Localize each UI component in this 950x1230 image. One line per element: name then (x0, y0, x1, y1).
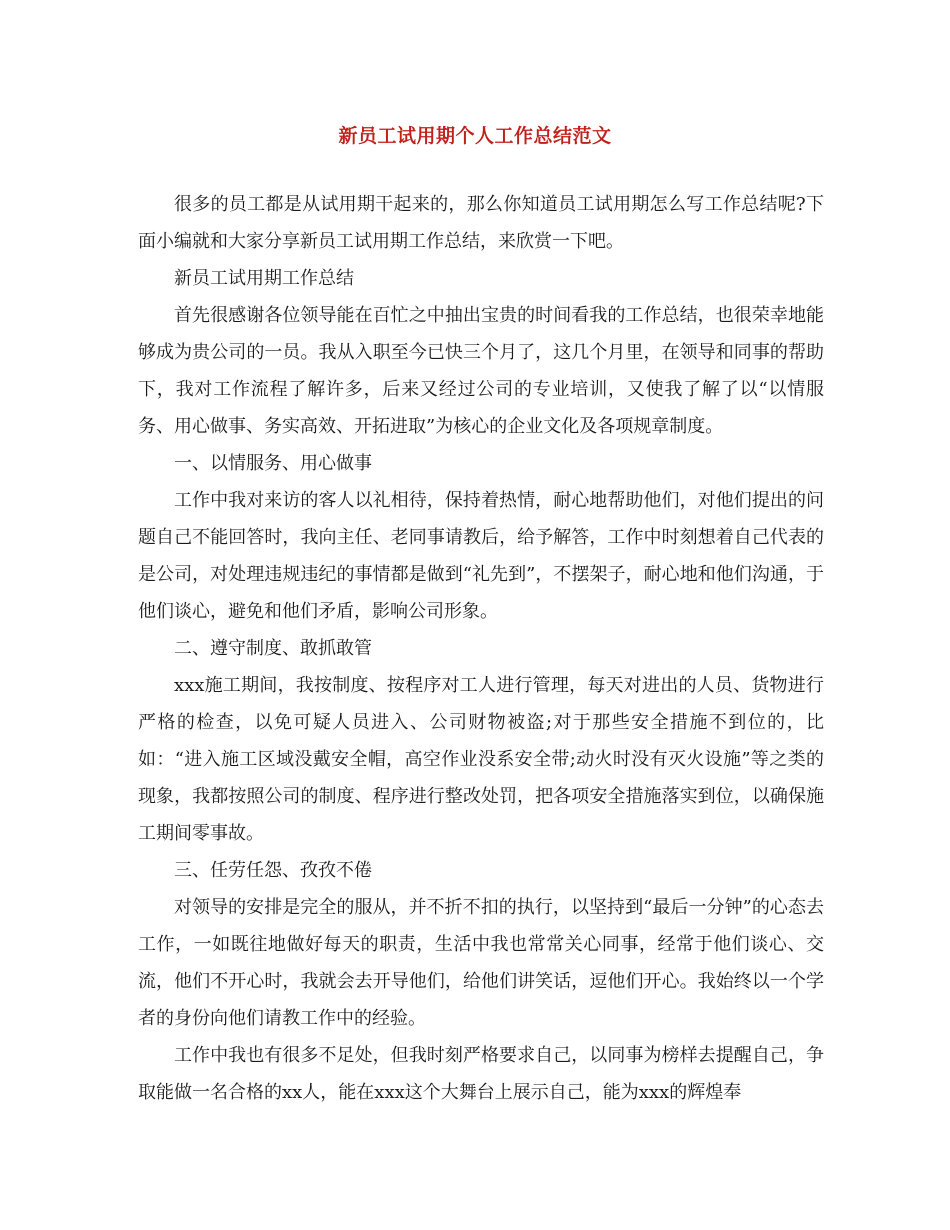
section-heading: 新员工试用期工作总结 (174, 268, 354, 289)
document-body (138, 186, 824, 1111)
body-paragraph: xxx施工期间，我按制度、按程序对工人进行管理，每天对进出的人员、货物进行严格的检查，以免可疑人员进入、公司财物被盗;对于那些安全措施不到位的，比如：“进入施工区域没戴安全帽，高空作业没系安全带;动火时没有灭火设施”等之类的现象，我都按照公司的制度、程序进行整改处罚，把各项安全措施落实到位，以确保施工期间零事故。 (138, 675, 824, 844)
section-heading: 三、任劳任怨、孜孜不倦 (174, 860, 372, 881)
body-paragraph: 工作中我也有很多不足处，但我时刻严格要求自己，以同事为榜样去提醒自己，争取能做一名合格的xx人，能在xxx这个大舞台上展示自己，能为xxx的辉煌奉 (138, 1045, 824, 1103)
body-paragraph: 工作中我对来访的客人以礼相待，保持着热情，耐心地帮助他们，对他们提出的问题自己不能回答时，我向主任、老同事请教后，给予解答，工作中时刻想着自己代表的是公司，对处理违规违纪的事情都是做到“礼先到”，不摆架子，耐心地和他们沟通，于他们谈心，避免和他们矛盾，影响公司形象。 (138, 490, 824, 622)
section-heading: 二、遵守制度、敢抓敢管 (174, 638, 372, 659)
document-title: 新员工试用期个人工作总结范文 (338, 125, 612, 147)
body-paragraph: 首先很感谢各位领导能在百忙之中抽出宝贵的时间看我的工作总结，也很荣幸地能够成为贵公司的一员。我从入职至今已快三个月了，这几个月里，在领导和同事的帮助下，我对工作流程了解许多，后来又经过公司的专业培训，又使我了解了以“以情服务、用心做事、务实高效、开拓进取”为核心的企业文化及各项规章制度。 (138, 305, 824, 437)
intro-paragraph: 很多的员工都是从试用期干起来的，那么你知道员工试用期怎么写工作总结呢?下面小编就和大家分享新员工试用期工作总结，来欣赏一下吧。 (138, 194, 824, 252)
section-heading: 一、以情服务、用心做事 (174, 453, 372, 474)
body-paragraph: 对领导的安排是完全的服从，并不折不扣的执行，以坚持到“最后一分钟”的心态去工作，一如既往地做好每天的职责，生活中我也常常关心同事，经常于他们谈心、交流，他们不开心时，我就会去开导他们，给他们讲笑话，逗他们开心。我始终以一个学者的身份向他们请教工作中的经验。 (138, 897, 824, 1029)
